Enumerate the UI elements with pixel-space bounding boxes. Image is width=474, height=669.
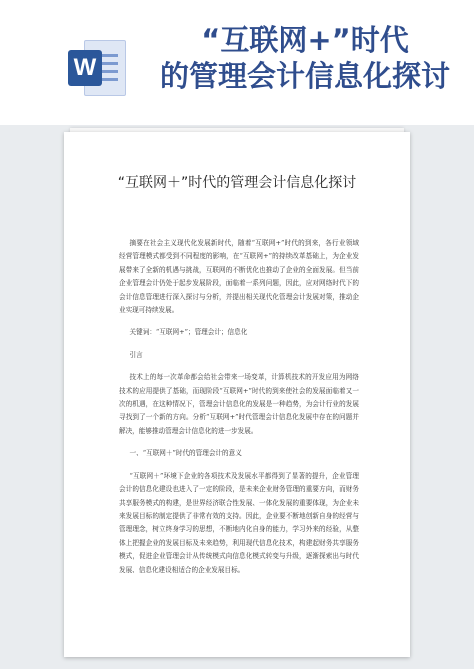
document-title: “互联网＋”时代的管理会计信息化探讨	[117, 175, 357, 191]
intro-heading: 引言	[129, 350, 143, 359]
word-document-icon	[68, 40, 126, 96]
section1-paragraph: “互联网＋”环境下企业的各项技术及发展水平都得到了显著的提升，企业管理会计的信息化建设也进入了一定的阶段，是未来企业财务管理的重要方向，而财务共享服务模式的构建，是世界经济联合性发展、一体化发展的重要体现，为企业未来发展目标的制定提供了非常有效的支持。因此，企业要不断地创新自身的经营与管理理念，树立终身学习的思想，不断地内化自身的能力，学习外来的经验，从整体上把握企业的发展目标及未来趋势，利用现代信息化技术，构建起财务共享服务模式，促进企业管理会计从传统模式向信息化模式转变与升级，逐渐探索出与时代发展、信息化建设相适合的企业发展目标。	[119, 471, 359, 574]
banner-title-line2: 的管理会计信息化探讨	[159, 59, 450, 93]
banner-title	[140, 22, 470, 94]
section1-heading: 一、“互联网＋”时代的管理会计的意义	[129, 449, 242, 458]
document-body	[119, 237, 359, 577]
word-badge: W	[68, 50, 102, 86]
intro-paragraph: 技术上的每一次革命都会给社会带来一场变革，计算机技术的开发应用为网络技术的应用提供了基础，而现阶段“互联网+”时代的到来使社会的发展面临着又一次的机遇，在这种情况下，管理会计信息化的发展是一种趋势，为会计行业的发展寻找到了一个新的方向。分析“互联网+”时代管理会计信息化发展中存在的问题并解决，能够推动管理会计信息化的进一步发展。	[119, 373, 359, 435]
abstract-paragraph: 摘要在社会主义现代化发展新时代，随着“互联网+”时代的到来，各行业领域经营管理模式都受到不同程度的影响，在“互联网+”的持续改革基础上，为企业发展带来了全新的机遇与挑战，互联网的不断优化也推动了企业的全面发展。但当前企业管理会计仍处于起步发展阶段，面临着一系列问题，因此，应对网络时代下的会计信息管理进行深入探讨与分析，并提出相关现代化管理会计发展对策，推动企业实现可持续发展。	[119, 239, 359, 315]
banner-header	[0, 0, 474, 125]
keywords-line: 关键词：“互联网+”；管理会计；信息化	[129, 328, 248, 337]
document-page	[64, 132, 410, 657]
banner-title-line1: “互联网+”时代	[201, 23, 409, 57]
